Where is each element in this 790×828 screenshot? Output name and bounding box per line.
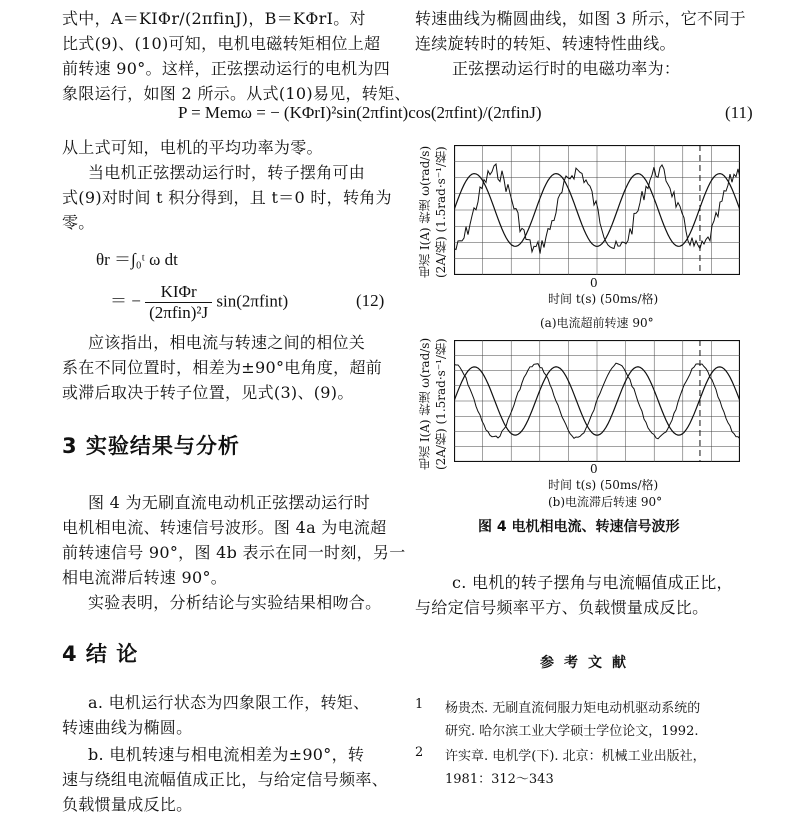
denominator: (2πfin)²J bbox=[149, 303, 209, 322]
oscilloscope-plot-a bbox=[454, 145, 740, 275]
subfigure-caption: (b)电流滞后转速 90° bbox=[548, 495, 663, 509]
text-line: b. 电机转速与相电流相差为±90°，转 bbox=[88, 745, 365, 764]
text-line: 零。 bbox=[62, 213, 95, 232]
equation-number: (12) bbox=[356, 291, 385, 310]
reference-number: 2 bbox=[415, 745, 424, 760]
reference-text: 1981：312～343 bbox=[445, 772, 554, 787]
text-line: a. 电机运行状态为四象限工作，转矩、 bbox=[88, 693, 370, 712]
text-line: 应该指出，相电流与转速之间的相位关 bbox=[88, 333, 366, 352]
text-line: 前转速 90°。这样，正弦摆动运行的电机为四 bbox=[62, 59, 391, 78]
text-line: 或滞后取决于转子位置，见式(3)、(9)。 bbox=[62, 383, 354, 402]
reference-number: 1 bbox=[415, 697, 424, 712]
text-line: 连续旋转时的转矩、转速特性曲线。 bbox=[415, 34, 676, 53]
section-heading: 3 实验结果与分析 bbox=[62, 434, 240, 458]
zero-tick-label: 0 bbox=[590, 276, 598, 290]
y-axis-scale: (2A/格) (1.5rad·s⁻¹/格) bbox=[434, 146, 448, 278]
figure-caption: 图 4 电机相电流、转速信号波形 bbox=[478, 519, 680, 535]
equation-11: P = Memω = − (KΦrI)²sin(2πfint)cos(2πfint)/(2πfinJ) bbox=[178, 103, 542, 122]
y-axis-label: 电流 I(A) 转速 ω(rad/s) bbox=[418, 337, 432, 470]
text-line: 图 4 为无刷直流电动机正弦摆动运行时 bbox=[88, 493, 371, 512]
text-line: 前转速信号 90°，图 4b 表示在同一时刻，另一 bbox=[62, 543, 406, 562]
text-line: 正弦摆动运行时的电磁功率为： bbox=[452, 59, 681, 78]
fraction bbox=[145, 282, 212, 323]
y-axis-label: 电流 I(A) 转速 ω(rad/s) bbox=[418, 145, 432, 278]
section-heading: 4 结 论 bbox=[62, 642, 139, 666]
x-axis-label: 时间 t(s) (50ms/格) bbox=[548, 478, 659, 492]
reference-text: 许实章. 电机学(下). 北京：机械工业出版社， bbox=[445, 749, 706, 764]
subfigure-caption: (a)电流超前转速 90° bbox=[540, 316, 654, 330]
text-line: 从上式可知，电机的平均功率为零。 bbox=[62, 138, 323, 157]
y-axis-scale: (2A/格) (1.5rad·s⁻¹/格) bbox=[434, 338, 448, 470]
text-line: 系在不同位置时，相差为±90°电角度，超前 bbox=[62, 358, 383, 377]
text-line: 式(9)对时间 t 积分得到，且 t＝0 时，转角为 bbox=[62, 188, 392, 207]
text-line: c. 电机的转子摆角与电流幅值成正比， bbox=[452, 573, 733, 592]
text-line: 电机相电流、转速信号波形。图 4a 为电流超 bbox=[62, 518, 387, 537]
text-line: 式中，A＝KIΦr/(2πfinJ)，B＝KΦrI。对 bbox=[62, 9, 366, 28]
equation-prefix: ＝ − bbox=[110, 291, 141, 311]
text-line: 转速曲线为椭圆曲线，如图 3 所示，它不同于 bbox=[415, 9, 746, 28]
numerator: KIΦr bbox=[145, 282, 212, 303]
x-axis-label: 时间 t(s) (50ms/格) bbox=[548, 292, 659, 306]
text-line: 与给定信号频率平方、负载惯量成反比。 bbox=[415, 598, 709, 617]
oscilloscope-plot-b bbox=[454, 340, 740, 462]
text-line: 相电流滞后转速 90°。 bbox=[62, 568, 228, 587]
text-line: 当电机正弦摆动运行时，转子摆角可由 bbox=[88, 163, 366, 182]
text-line: 转速曲线为椭圆。 bbox=[62, 718, 193, 737]
text-line: 负载惯量成反比。 bbox=[62, 795, 193, 814]
equation-number: (11) bbox=[725, 103, 753, 122]
text-line: 比式(9)、(10)可知，电机电磁转矩相位上超 bbox=[62, 34, 381, 53]
text-line: 象限运行，如图 2 所示。从式(10)易见，转矩、 bbox=[62, 84, 411, 103]
text-line: 实验表明，分析结论与实验结果相吻合。 bbox=[88, 593, 382, 612]
zero-tick-label: 0 bbox=[590, 462, 598, 476]
equation-12-line1: θr ＝∫₀ᵗ ω dt bbox=[96, 250, 178, 269]
references-title: 参考文献 bbox=[540, 655, 636, 671]
equation-suffix: sin(2πfint) bbox=[216, 291, 289, 311]
equation-12-line2 bbox=[110, 282, 288, 323]
reference-text: 杨贵杰. 无刷直流伺服力矩电动机驱动系统的 bbox=[445, 701, 701, 716]
reference-text: 研究. 哈尔滨工业大学硕士学位论文，1992. bbox=[445, 724, 699, 739]
text-line: 速与绕组电流幅值成正比，与给定信号频率、 bbox=[62, 770, 389, 789]
